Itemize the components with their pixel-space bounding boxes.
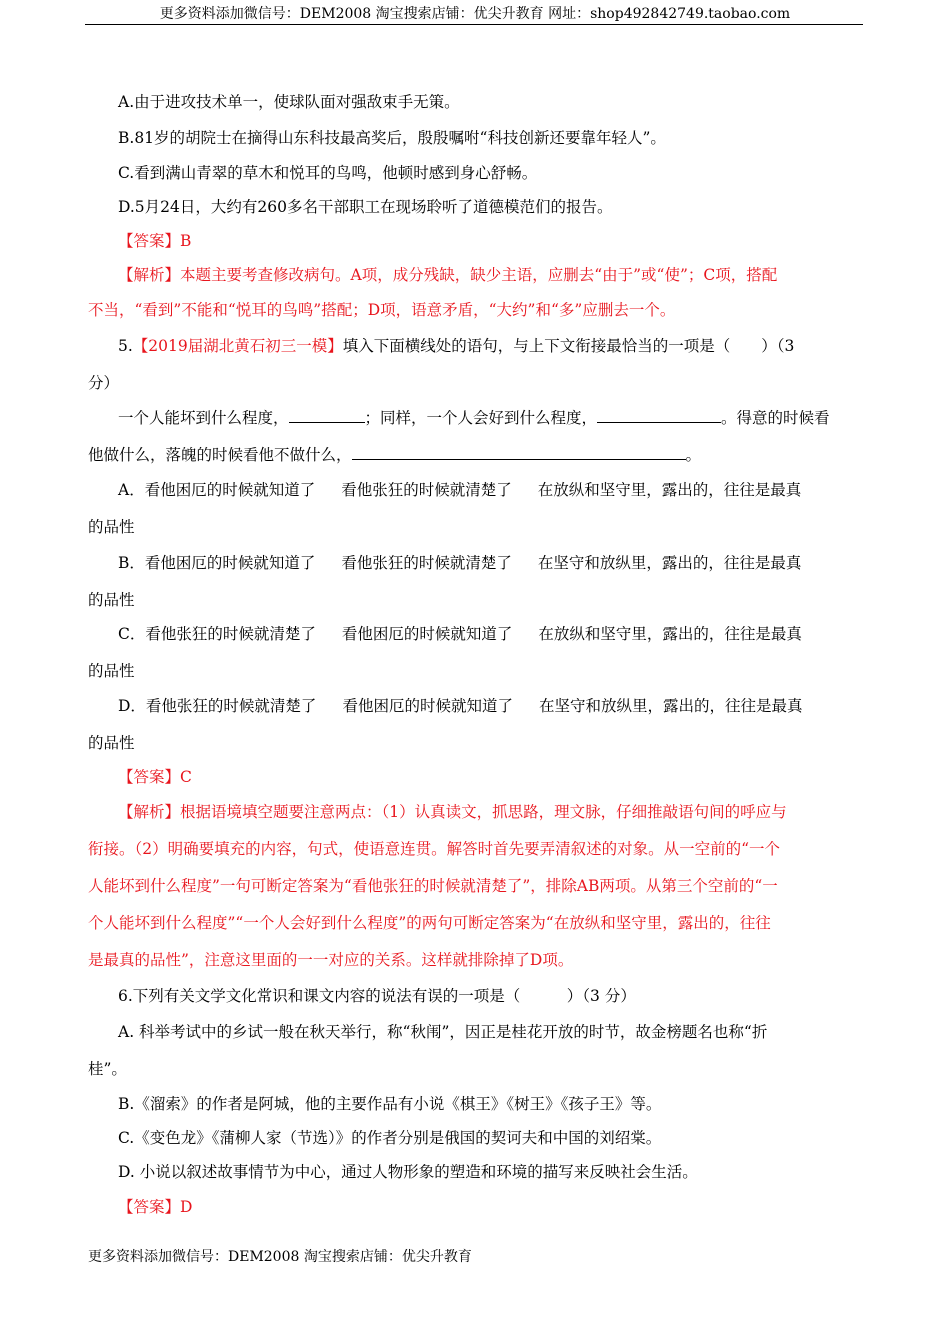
q5-stem-line-2: 分）	[88, 374, 120, 392]
q5-analysis-line-4: 个人能坏到什么程度”“一个人会好到什么程度”的两句可断定答案为“在放纵和坚守里，露出的，往往	[88, 914, 771, 932]
q6-option-d: D. 小说以叙述故事情节为中心，通过人物形象的塑造和环境的描写来反映社会生活。	[118, 1163, 698, 1181]
q5-passage-part-3: 。得意的时候看	[721, 409, 830, 427]
q6-option-b: B.《溜索》的作者是阿城，他的主要作品有小说《棋王》《树王》《孩子王》等。	[118, 1095, 662, 1113]
q5-analysis-line-1: 【解析】根据语境填空题要注意两点：（1）认真读文，抓思路，理文脉，仔细推敲语句间的呼应与	[118, 803, 787, 821]
q5-option-d-part-1: D．看他张狂的时候就清楚了	[118, 697, 317, 715]
q5-option-d-tail: 的品性	[88, 734, 135, 752]
q5-passage-part-2: ；同样，一个人会好到什么程度，	[364, 409, 598, 427]
q5-passage-part-4: 他做什么，落魄的时候看他不做什么，	[88, 446, 352, 464]
q6-option-c: C.《变色龙》《蒲柳人家（节选）》的作者分别是俄国的契诃夫和中国的刘绍棠。	[118, 1129, 662, 1147]
q4-option-a: A.由于进攻技术单一，使球队面对强敌束手无策。	[118, 93, 460, 111]
q4-answer: 【答案】B	[118, 232, 192, 250]
q5-stem-text: 填入下面横线处的语句，与上下文衔接最恰当的一项是（ ）（3	[342, 337, 795, 355]
q5-option-b-part-2: 看他张狂的时候就清楚了	[341, 554, 512, 572]
q5-passage-part-5: 。	[685, 446, 702, 464]
q5-option-a	[118, 480, 801, 500]
q5-option-a-part-3: 在放纵和坚守里，露出的，往往是最真	[537, 481, 802, 499]
blank-2	[597, 408, 721, 423]
q5-analysis-line-2: 衔接。（2）明确要填充的内容，句式，使语意连贯。解答时首先要弄清叙述的对象。从一空前的“一个	[88, 840, 781, 858]
q5-analysis-line-5: 是最真的品性”，注意这里面的一一对应的关系。这样就排除掉了D项。	[88, 951, 574, 969]
q4-option-c: C.看到满山青翠的草木和悦耳的鸟鸣，他顿时感到身心舒畅。	[118, 164, 538, 182]
q5-option-b-tail: 的品性	[88, 591, 135, 609]
q5-option-d	[118, 696, 802, 716]
q5-source: 【2019届湖北黄石初三一模】	[132, 337, 343, 355]
q5-option-c-tail: 的品性	[88, 662, 135, 680]
q5-option-b-part-1: B．看他困厄的时候就知道了	[118, 554, 316, 572]
q4-option-d: D.5月24日，大约有260多名干部职工在现场聆听了道德模范们的报告。	[118, 198, 613, 216]
q6-answer-label: 【答案】	[118, 1198, 181, 1216]
blank-1	[289, 408, 365, 423]
q4-option-b: B.81岁的胡院士在摘得山东科技最高奖后，殷殷嘱咐“科技创新还要靠年轻人”。	[118, 129, 666, 147]
q5-option-c-part-1: C．看他张狂的时候就清楚了	[118, 625, 316, 643]
q5-option-d-part-3: 在坚守和放纵里，露出的，往往是最真	[538, 697, 803, 715]
q5-option-c-part-3: 在放纵和坚守里，露出的，往往是最真	[538, 625, 802, 643]
page-footer: 更多资料添加微信号：DEM2008 淘宝搜索店铺：优尖升教育	[88, 1249, 472, 1265]
q6-answer	[118, 1197, 192, 1217]
q5-option-a-part-2: 看他张狂的时候就清楚了	[341, 481, 512, 499]
page-header: 更多资料添加微信号：DEM2008 淘宝搜索店铺：优尖升教育 网址：shop492842749.taobao.com	[159, 6, 791, 22]
q5-option-c-part-2: 看他困厄的时候就知道了	[341, 625, 513, 643]
q5-option-a-tail: 的品性	[88, 518, 135, 536]
q5-option-c	[118, 624, 802, 644]
q5-passage-line-1	[118, 408, 830, 428]
q4-analysis-line-2: 不当，“看到”不能和“悦耳的鸟鸣”搭配；D项，语意矛盾，“大约”和“多”应删去一个。	[88, 301, 676, 319]
q6-answer-value: D	[180, 1198, 193, 1216]
q5-option-d-part-2: 看他困厄的时候就知道了	[342, 697, 513, 715]
q5-number: 5.	[118, 337, 133, 355]
q5-answer: 【答案】C	[118, 768, 192, 786]
q5-stem	[118, 336, 794, 356]
q5-option-b-part-3: 在坚守和放纵里，露出的，往往是最真	[537, 554, 802, 572]
q5-option-a-part-1: A．看他困厄的时候就知道了	[118, 481, 316, 499]
q6-option-a: A. 科举考试中的乡试一般在秋天举行，称“秋闱”，因正是桂花开放的时节，故金榜题名也称“折	[118, 1023, 768, 1041]
header-divider	[85, 24, 863, 25]
q6-stem: 6.下列有关文学文化常识和课文内容的说法有误的一项是（ ）（3 分）	[118, 987, 636, 1005]
q4-analysis-line-1: 【解析】本题主要考查修改病句。A项，成分残缺，缺少主语，应删去“由于”或“使”；C项，搭配	[118, 266, 778, 284]
q5-passage-part-1: 一个人能坏到什么程度，	[118, 409, 289, 427]
q6-option-a-line-2: 桂”。	[88, 1060, 127, 1078]
blank-3	[352, 445, 686, 460]
q5-passage-line-2	[88, 445, 701, 465]
q5-option-b	[118, 553, 801, 573]
q5-analysis-line-3: 人能坏到什么程度”一句可断定答案为“看他张狂的时候就清楚了”，排除AB两项。从第三个空前的“一	[88, 877, 778, 895]
